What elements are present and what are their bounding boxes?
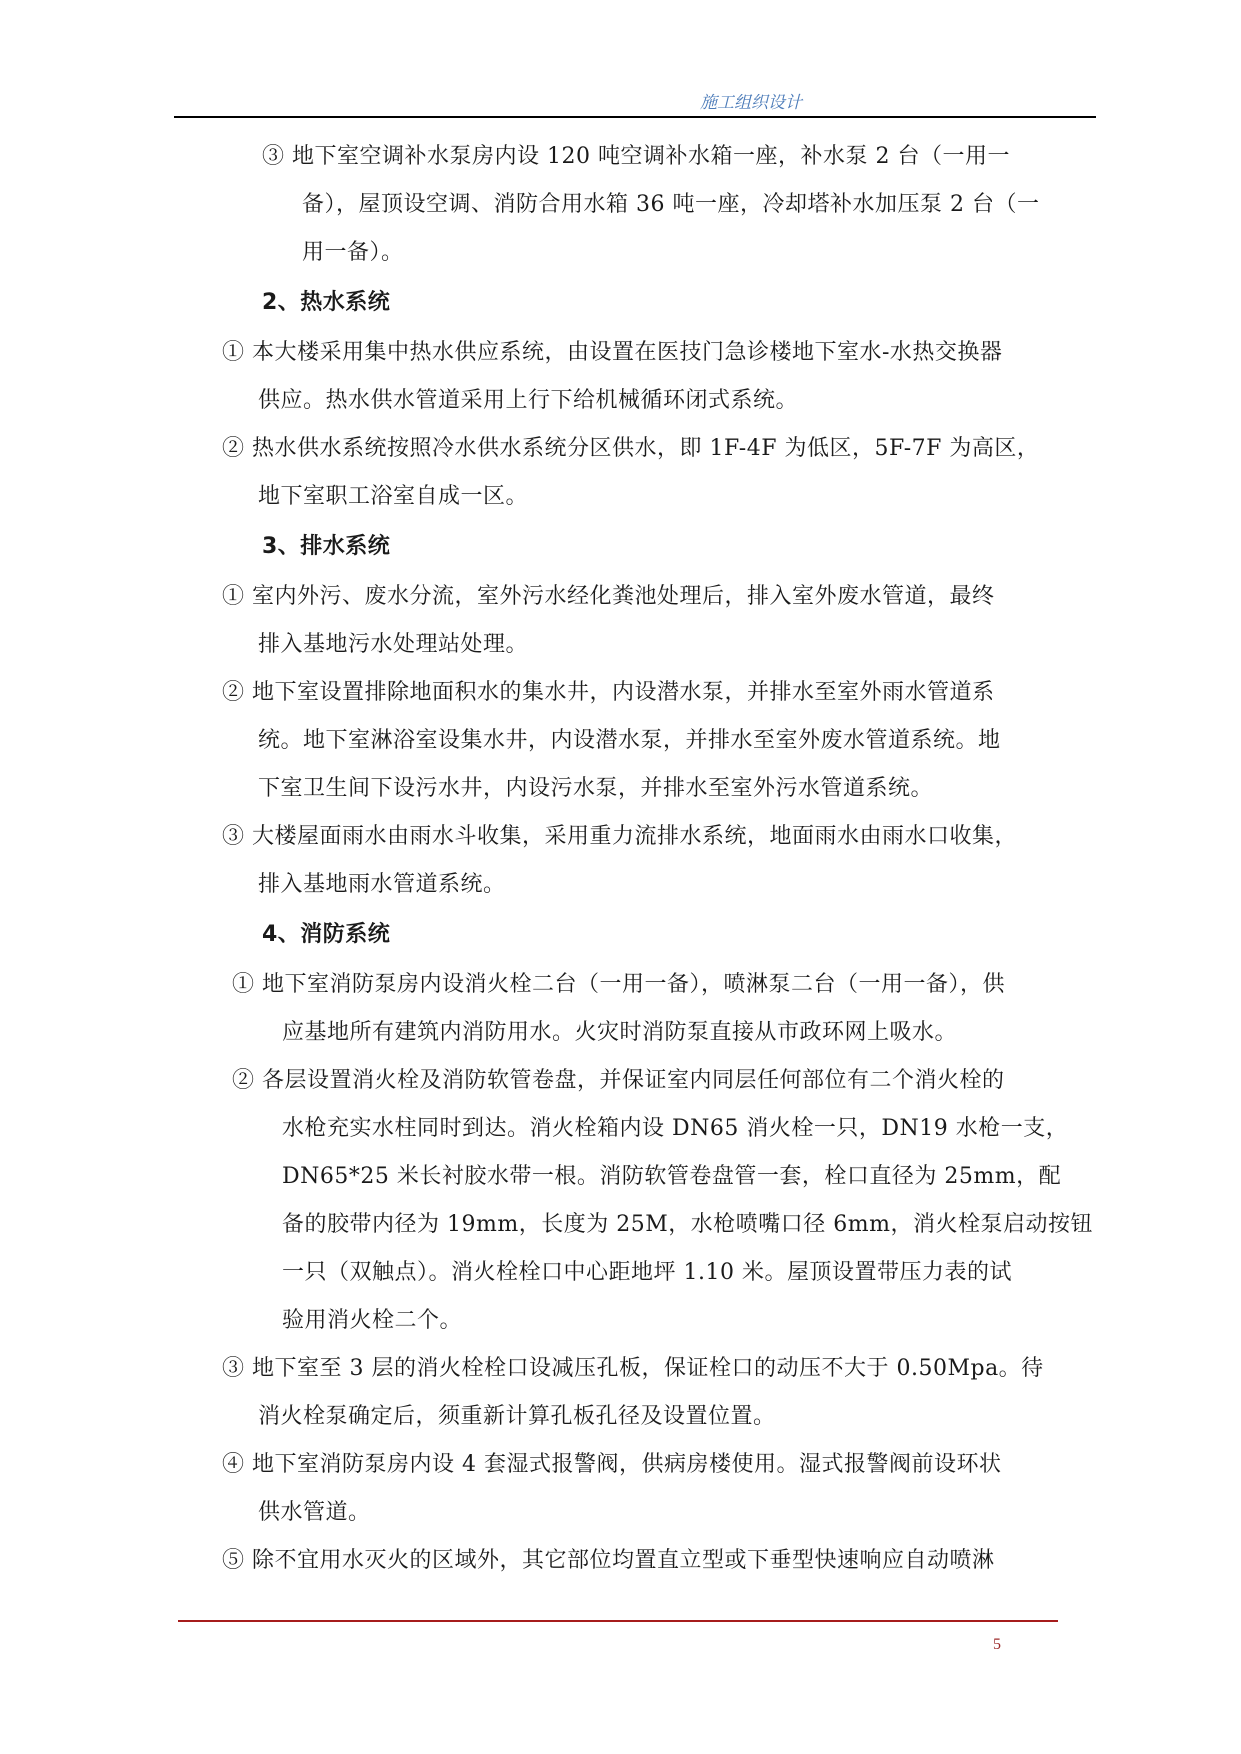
text-line: 一只（双触点）。消火栓栓口中心距地坪 1.10 米。屋顶设置带压力表的试	[282, 1260, 1012, 1285]
text-line: 下室卫生间下设污水井，内设污水泵，并排水至室外污水管道系统。	[258, 776, 934, 801]
text-line: ③ 地下室空调补水泵房内设 120 吨空调补水箱一座，补水泵 2 台（一用一	[262, 144, 1010, 169]
text-line: 水枪充实水柱同时到达。消火栓箱内设 DN65 消火栓一只，DN19 水枪一支，	[282, 1116, 1069, 1141]
text-line: 统。地下室淋浴室设集水井，内设潜水泵，并排水至室外废水管道系统。地	[258, 728, 1001, 753]
text-line: ④ 地下室消防泵房内设 4 套湿式报警阀，供病房楼使用。湿式报警阀前设环状	[222, 1452, 1002, 1477]
text-line: 排入基地雨水管道系统。	[258, 872, 506, 897]
text-line: ⑤ 除不宜用水灭火的区域外，其它部位均置直立型或下垂型快速响应自动喷淋	[222, 1548, 995, 1573]
text-line: ③ 大楼屋面雨水由雨水斗收集，采用重力流排水系统，地面雨水由雨水口收集，	[222, 824, 1017, 849]
text-line: ① 本大楼采用集中热水供应系统，由设置在医技门急诊楼地下室水-水热交换器	[222, 340, 1003, 365]
text-line: DN65*25 米长衬胶水带一根。消防软管卷盘管一套，栓口直径为 25mm，配	[282, 1164, 1062, 1189]
text-line: ② 各层设置消火栓及消防软管卷盘，并保证室内同层任何部位有二个消火栓的	[232, 1068, 1005, 1093]
text-line: ② 地下室设置排除地面积水的集水井，内设潜水泵，并排水至室外雨水管道系	[222, 680, 995, 705]
section-heading: 3、排水系统	[262, 534, 391, 559]
text-line: ① 室内外污、废水分流，室外污水经化粪池处理后，排入室外废水管道，最终	[222, 584, 995, 609]
text-line: 验用消火栓二个。	[282, 1308, 463, 1333]
text-line: ③ 地下室至 3 层的消火栓栓口设减压孔板，保证栓口的动压不大于 0.50Mpa。待	[222, 1356, 1044, 1381]
text-line: 排入基地污水处理站处理。	[258, 632, 529, 657]
text-line: 备），屋顶设空调、消防合用水箱 36 吨一座，冷却塔补水加压泵 2 台（一	[302, 192, 1040, 217]
section-heading: 2、热水系统	[262, 290, 391, 315]
text-line: 用一备）。	[302, 240, 404, 265]
header-title: 施工组织设计	[700, 93, 802, 112]
footer-rule	[178, 1620, 1058, 1622]
section-heading: 4、消防系统	[262, 922, 391, 947]
text-line: 备的胶带内径为 19mm，长度为 25M，水枪喷嘴口径 6mm，消火栓泵启动按钮	[282, 1212, 1093, 1237]
text-line: 供水管道。	[258, 1500, 371, 1525]
text-line: 供应。热水供水管道采用上行下给机械循环闭式系统。	[258, 388, 799, 413]
header-rule	[174, 116, 1096, 118]
text-line: ② 热水供水系统按照冷水供水系统分区供水，即 1F-4F 为低区，5F-7F 为高区，	[222, 436, 1040, 461]
text-line: 消火栓泵确定后，须重新计算孔板孔径及设置位置。	[258, 1404, 776, 1429]
text-line: ① 地下室消防泵房内设消火栓二台（一用一备），喷淋泵二台（一用一备），供	[232, 972, 1005, 997]
text-line: 地下室职工浴室自成一区。	[258, 484, 529, 509]
page-number: 5	[993, 1636, 1001, 1653]
text-line: 应基地所有建筑内消防用水。火灾时消防泵直接从市政环网上吸水。	[282, 1020, 958, 1045]
